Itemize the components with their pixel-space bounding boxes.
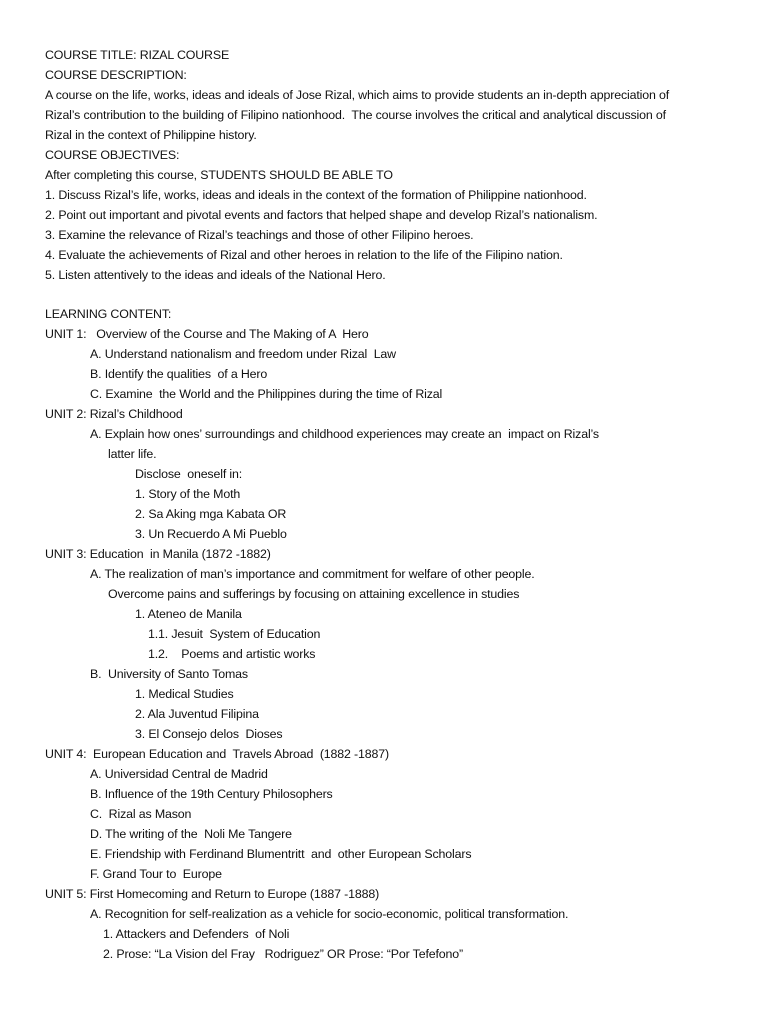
course-title: COURSE TITLE: RIZAL COURSE bbox=[45, 48, 230, 62]
unit-4-item: A. Universidad Central de Madrid bbox=[90, 767, 268, 781]
objective-item: 1. Discuss Rizal’s life, works, ideas and ideals in the context of the formation of Philippine nationhood. bbox=[45, 188, 587, 202]
unit-3-title: UNIT 3: Education in Manila (1872 -1882) bbox=[45, 547, 271, 561]
unit-4-item: F. Grand Tour to Europe bbox=[90, 867, 222, 881]
unit-4-item: D. The writing of the Noli Me Tangere bbox=[90, 827, 292, 841]
unit-3-item-b: B. University of Santo Tomas bbox=[90, 667, 248, 681]
unit-3-ust-sub-item: 3. El Consejo delos Dioses bbox=[135, 727, 283, 741]
objective-item: 5. Listen attentively to the ideas and ideals of the National Hero. bbox=[45, 268, 386, 282]
unit-4-title: UNIT 4: European Education and Travels Abroad (1882 -1887) bbox=[45, 747, 389, 761]
unit-3-ust-sub-item: 2. Ala Juventud Filipina bbox=[135, 707, 259, 721]
unit-3-ateneo-sub-item: 1.1. Jesuit System of Education bbox=[148, 627, 321, 641]
unit-4-item: B. Influence of the 19th Century Philosophers bbox=[90, 787, 333, 801]
unit-2-disclose: Disclose oneself in: bbox=[135, 467, 243, 481]
unit-2-sub-item: 1. Story of the Moth bbox=[135, 487, 241, 501]
unit-3-ateneo: 1. Ateneo de Manila bbox=[135, 607, 242, 621]
unit-5-item-a: A. Recognition for self-realization as a vehicle for socio-economic, political transformation. bbox=[90, 907, 569, 921]
unit-4-item: C. Rizal as Mason bbox=[90, 807, 192, 821]
objectives-intro: After completing this course, STUDENTS SHOULD BE ABLE TO bbox=[45, 168, 393, 182]
unit-4-item: E. Friendship with Ferdinand Blumentritt and other European Scholars bbox=[90, 847, 472, 861]
objective-item: 2. Point out important and pivotal events and factors that helped shape and develop Rizal’s nationalism. bbox=[45, 208, 598, 222]
unit-3-item-a-continued: Overcome pains and sufferings by focusing on attaining excellence in studies bbox=[108, 587, 520, 601]
unit-5-sub-item: 1. Attackers and Defenders of Noli bbox=[103, 927, 290, 941]
course-objectives-heading: COURSE OBJECTIVES: bbox=[45, 148, 180, 162]
unit-2-sub-item: 3. Un Recuerdo A Mi Pueblo bbox=[135, 527, 287, 541]
unit-2-item-a-continued: latter life. bbox=[108, 447, 157, 461]
unit-1-item: A. Understand nationalism and freedom under Rizal Law bbox=[90, 347, 396, 361]
unit-1-item: B. Identify the qualities of a Hero bbox=[90, 367, 268, 381]
course-description-line: Rizal’s contribution to the building of Filipino nationhood. The course involves the critical and analytical discussion of bbox=[45, 108, 666, 122]
unit-5-sub-item: 2. Prose: “La Vision del Fray Rodriguez” OR Prose: “Por Tefefono” bbox=[103, 947, 463, 961]
course-description-line: A course on the life, works, ideas and ideals of Jose Rizal, which aims to provide students an in-depth appreciation of bbox=[45, 88, 670, 102]
unit-2-title: UNIT 2: Rizal’s Childhood bbox=[45, 407, 183, 421]
unit-1-title: UNIT 1: Overview of the Course and The Making of A Hero bbox=[45, 327, 369, 341]
course-description-line: Rizal in the context of Philippine history. bbox=[45, 128, 257, 142]
objective-item: 4. Evaluate the achievements of Rizal and other heroes in relation to the life of the Filipino nation. bbox=[45, 248, 563, 262]
unit-1-item: C. Examine the World and the Philippines during the time of Rizal bbox=[90, 387, 443, 401]
unit-3-ateneo-sub-item: 1.2. Poems and artistic works bbox=[148, 647, 316, 661]
unit-5-title: UNIT 5: First Homecoming and Return to Europe (1887 -1888) bbox=[45, 887, 380, 901]
unit-3-ust-sub-item: 1. Medical Studies bbox=[135, 687, 234, 701]
unit-3-item-a: A. The realization of man’s importance and commitment for welfare of other people. bbox=[90, 567, 535, 581]
unit-2-sub-item: 2. Sa Aking mga Kabata OR bbox=[135, 507, 287, 521]
unit-2-item-a: A. Explain how ones’ surroundings and childhood experiences may create an impact on Rizal’s bbox=[90, 427, 599, 441]
objective-item: 3. Examine the relevance of Rizal’s teachings and those of other Filipino heroes. bbox=[45, 228, 474, 242]
course-description-heading: COURSE DESCRIPTION: bbox=[45, 68, 187, 82]
learning-content-heading: LEARNING CONTENT: bbox=[45, 307, 172, 321]
